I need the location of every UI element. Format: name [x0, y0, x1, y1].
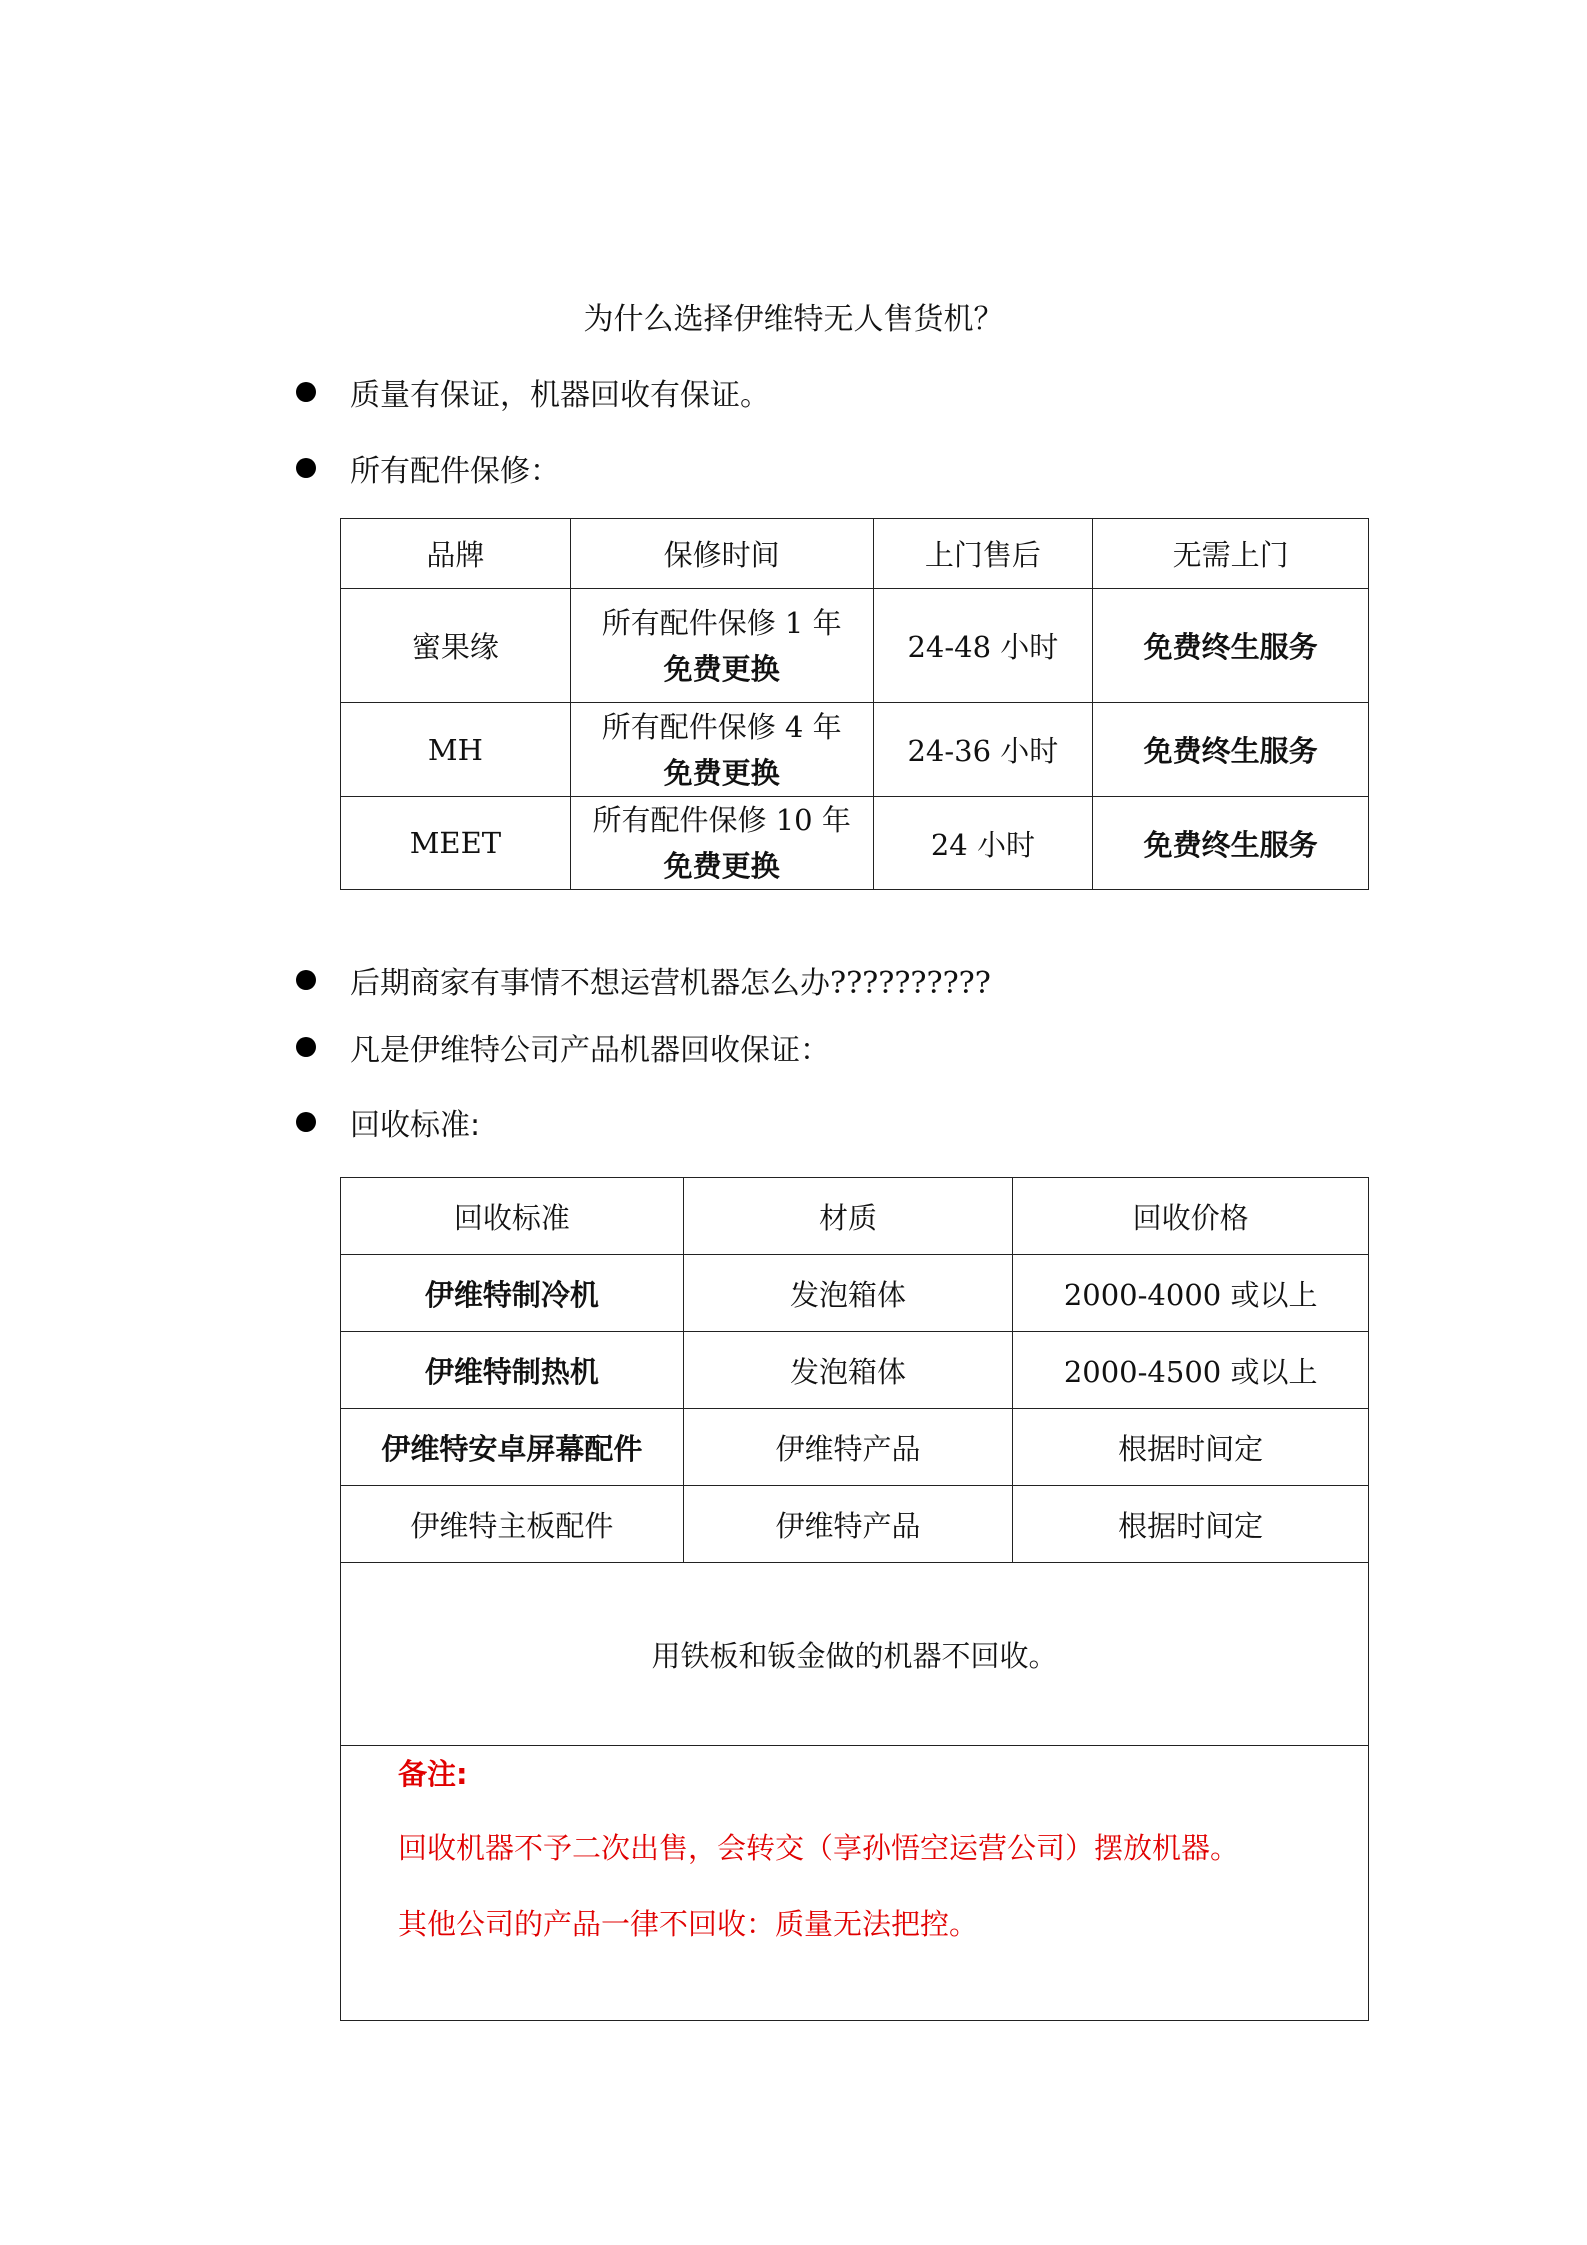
- header-warranty: 保修时间: [570, 519, 873, 589]
- table-row: [341, 1332, 1369, 1409]
- bullet-text: 凡是伊维特公司产品机器回收保证：: [350, 1033, 830, 1068]
- bullet-item-guarantee: [296, 1025, 830, 1069]
- note-line: 其他公司的产品一律不回收：质量无法把控。: [398, 1907, 979, 1941]
- cell-material: 伊维特产品: [683, 1486, 1013, 1563]
- cell-brand: 蜜果缘: [341, 589, 571, 703]
- cell-price: 2000-4500 或以上: [1013, 1332, 1369, 1409]
- warranty-line2: 免费更换: [663, 755, 780, 790]
- no-recycle-text: 用铁板和钣金做的机器不回收。: [341, 1563, 1369, 1746]
- warranty-table: [340, 518, 1369, 890]
- table-row-no-recycle: [341, 1563, 1369, 1746]
- cell-standard: 伊维特安卓屏幕配件: [341, 1409, 684, 1486]
- cell-material: 发泡箱体: [683, 1332, 1013, 1409]
- table-row-note: [341, 1746, 1369, 2021]
- bullet-text: 质量有保证，机器回收有保证。: [350, 378, 770, 413]
- note-cell: [341, 1746, 1369, 2021]
- cell-remote: 免费终生服务: [1093, 589, 1369, 703]
- cell-onsite: 24 小时: [873, 797, 1093, 890]
- bullet-text: 后期商家有事情不想运营机器怎么办??????????: [350, 966, 991, 1001]
- cell-remote: 免费终生服务: [1093, 797, 1369, 890]
- bullet-dot-icon: [296, 970, 316, 990]
- bullet-text: 所有配件保修：: [350, 454, 560, 489]
- bullet-item-quality: [296, 370, 770, 414]
- note-line: 回收机器不予二次出售，会转交（享孙悟空运营公司）摆放机器。: [398, 1831, 1240, 1865]
- table-header-row: [341, 519, 1369, 589]
- table-row: [341, 797, 1369, 890]
- bullet-dot-icon: [296, 1037, 316, 1057]
- warranty-line2: 免费更换: [663, 651, 780, 686]
- cell-material: 发泡箱体: [683, 1255, 1013, 1332]
- table-row: [341, 589, 1369, 703]
- cell-warranty: [570, 589, 873, 703]
- cell-brand: MEET: [341, 797, 571, 890]
- table-header-row: [341, 1178, 1369, 1255]
- cell-onsite: 24-48 小时: [873, 589, 1093, 703]
- cell-price: 2000-4000 或以上: [1013, 1255, 1369, 1332]
- page-title: 为什么选择伊维特无人售货机？: [583, 302, 1004, 337]
- table-row: [341, 703, 1369, 797]
- bullet-item-standard: [296, 1100, 480, 1144]
- bullet-dot-icon: [296, 1112, 316, 1132]
- cell-brand: MH: [341, 703, 571, 797]
- cell-onsite: 24-36 小时: [873, 703, 1093, 797]
- bullet-item-warranty: [296, 446, 560, 490]
- bullet-dot-icon: [296, 382, 316, 402]
- header-remote: 无需上门: [1093, 519, 1369, 589]
- bullet-dot-icon: [296, 458, 316, 478]
- cell-remote: 免费终生服务: [1093, 703, 1369, 797]
- header-brand: 品牌: [341, 519, 571, 589]
- warranty-line1: 所有配件保修 10 年: [592, 803, 851, 837]
- warranty-line1: 所有配件保修 1 年: [601, 605, 842, 640]
- cell-material: 伊维特产品: [683, 1409, 1013, 1486]
- header-price: 回收价格: [1013, 1178, 1369, 1255]
- bullet-item-question: [296, 958, 991, 1002]
- header-material: 材质: [683, 1178, 1013, 1255]
- cell-warranty: [570, 703, 873, 797]
- warranty-line1: 所有配件保修 4 年: [601, 709, 842, 744]
- cell-price: 根据时间定: [1013, 1486, 1369, 1563]
- cell-price: 根据时间定: [1013, 1409, 1369, 1486]
- cell-warranty: [570, 797, 873, 890]
- bullet-text: 回收标准:: [350, 1108, 481, 1143]
- warranty-line2: 免费更换: [663, 849, 780, 883]
- table-row: [341, 1486, 1369, 1563]
- header-standard: 回收标准: [341, 1178, 684, 1255]
- cell-standard: 伊维特主板配件: [341, 1486, 684, 1563]
- header-onsite: 上门售后: [873, 519, 1093, 589]
- recycle-table: [340, 1177, 1369, 2021]
- table-row: [341, 1409, 1369, 1486]
- table-row: [341, 1255, 1369, 1332]
- cell-standard: 伊维特制热机: [341, 1332, 684, 1409]
- cell-standard: 伊维特制冷机: [341, 1255, 684, 1332]
- note-title: 备注:: [398, 1757, 468, 1791]
